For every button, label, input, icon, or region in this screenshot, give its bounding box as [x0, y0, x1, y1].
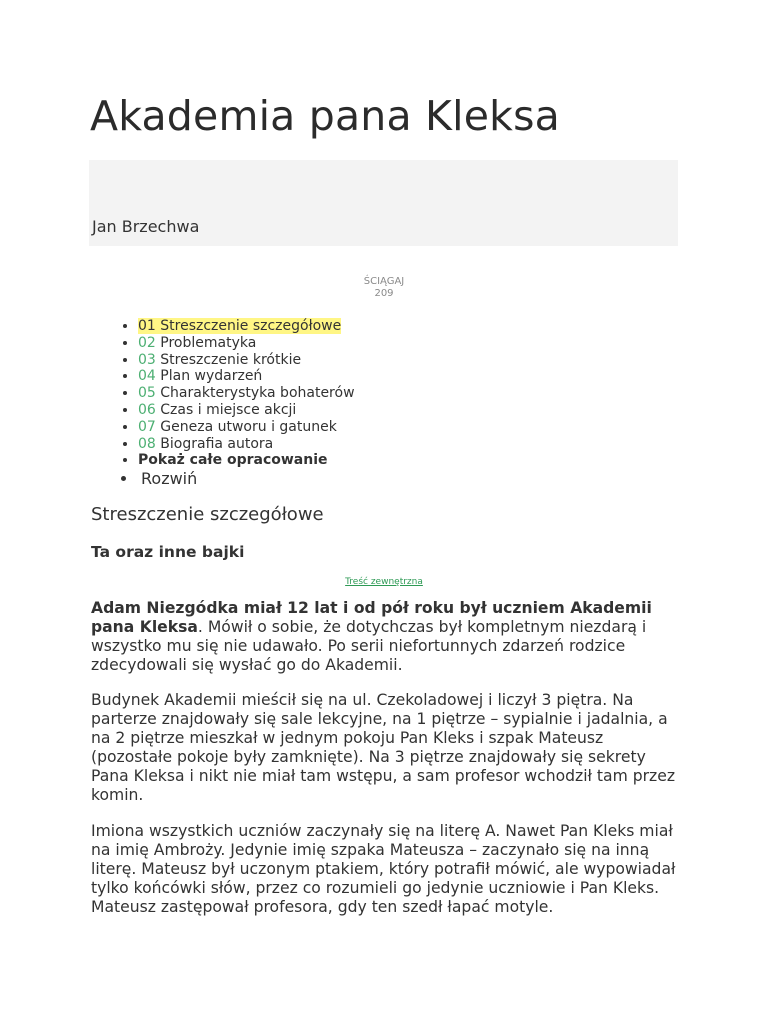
paragraph: Budynek Akademii mieścił się na ul. Czekoladowej i liczył 3 piętra. Na parterze znajdowały się sale lekcyjne, na 1 piętrze – sypialnie i jadalnia, a na 2 piętrze mieszkał w jednym pokoju Pan Kleks i szpak Mateusz (pozostałe pokoje były zamknięte). Na 3 piętrze znajdowały się sekrety Pana Kleksa i nikt nie miał tam wstępu, a sam profesor wchodził tam przez komin. [91, 691, 676, 804]
author-box [89, 160, 678, 246]
show-all-label: Pokaż całe opracowanie [138, 452, 328, 469]
section-subtitle: Ta oraz inne bajki [91, 543, 245, 561]
toc-item-label: Czas i miejsce akcji [160, 401, 297, 418]
toc-item-number: 01 [138, 318, 156, 334]
toc-item-number: 02 [138, 334, 156, 351]
external-content-link[interactable]: Treść zewnętrzna [345, 577, 423, 587]
toc-item[interactable] [138, 352, 355, 369]
page-title: Akademia pana Kleksa [90, 92, 560, 140]
toc-item-number: 07 [138, 418, 156, 435]
toc-item-label: Charakterystyka bohaterów [160, 385, 355, 402]
section-title: Streszczenie szczegółowe [91, 504, 324, 525]
paragraph: Imiona wszystkich uczniów zaczynały się na literę A. Nawet Pan Kleks miał na imię Ambroży. Jedynie imię szpaka Mateusza – zaczynało się na inną literę. Mateusz był uczonym ptakiem, który potrafił mówić, ale wypowiadał tylko końcówki słów, przez co rozumieli go jedynie uczniowie i Pan Kleks. Mateusz zastępował profesora, gdy ten szedł łapać motyle. [91, 822, 676, 916]
toc-item-label: Plan wydarzeń [160, 368, 263, 385]
toc-item-label: Streszczenie szczegółowe [160, 318, 342, 334]
toc-item[interactable] [138, 419, 355, 436]
toc-item[interactable] [138, 318, 355, 335]
table-of-contents [116, 318, 355, 487]
expand-label: Rozwiń [141, 469, 198, 489]
toc-item[interactable] [138, 436, 355, 453]
toc-item[interactable] [138, 385, 355, 402]
toc-item[interactable] [138, 335, 355, 352]
download-label: ŚCIĄGAJ [363, 276, 405, 287]
paragraph-text: . Mówił o sobie, że dotychczas był kompletnym niezdarą i wszystko mu się nie udawało. Po serii niefortunnych zdarzeń rodzice zdecydowali się wysłać go do Akademii. [91, 618, 647, 674]
toc-item-number: 03 [138, 351, 156, 368]
paragraph-bold-lead: Adam Niezgódka miał 12 lat i od pół roku był uczniem Akademii pana Kleksa [91, 599, 652, 636]
toc-item-number: 05 [138, 385, 156, 402]
toc-item-label: Problematyka [160, 334, 257, 351]
toc-item[interactable] [138, 402, 355, 419]
toc-item-number: 04 [138, 368, 156, 385]
toc-item-link-active[interactable] [138, 318, 341, 334]
download-count: 209 [374, 288, 394, 299]
download-counter[interactable] [334, 276, 434, 300]
toc-item[interactable] [138, 368, 355, 385]
toc-item-label: Geneza utworu i gatunek [160, 418, 337, 435]
toc-item-label: Biografia autora [160, 435, 274, 452]
toc-item-number: 08 [138, 435, 156, 452]
toc-item-number: 06 [138, 401, 156, 418]
author-name[interactable]: Jan Brzechwa [92, 217, 200, 236]
toc-item-label: Streszczenie krótkie [160, 351, 302, 368]
paragraph [91, 599, 681, 675]
expand-toggle[interactable] [138, 469, 355, 487]
show-all-link[interactable] [138, 452, 355, 469]
